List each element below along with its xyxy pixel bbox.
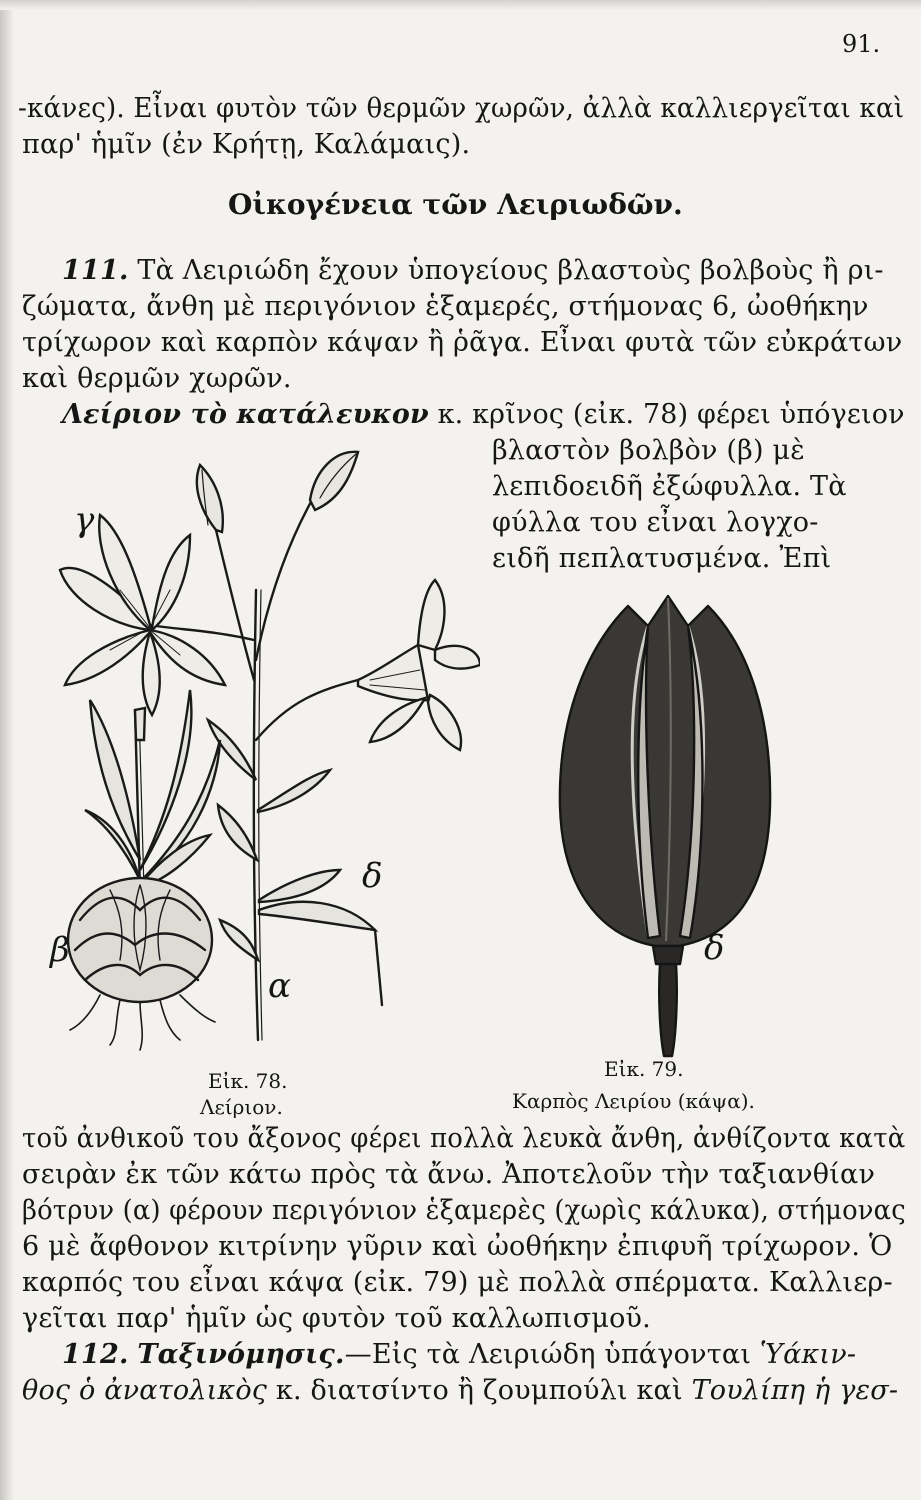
- page-shadow-left: [0, 0, 14, 1500]
- lily-right-line-3: φύλλα του εἶναι λογχο-: [492, 507, 819, 538]
- section-number-112: 112.: [62, 1339, 129, 1370]
- fig78-label-gamma: γ: [74, 500, 95, 540]
- open-flower-gamma: [60, 515, 225, 715]
- text-bottom-line-1: τοῦ ἀνθικοῦ του ἄξονος φέρει πολλὰ λευκὰ ἄνθη, ἀνθίζοντα κατὰ: [22, 1123, 906, 1154]
- para-111-line-3: τρίχωρον καὶ καρπὸν κάψαν ἢ ῥᾶγα. Εἶναι φυτὰ τῶν εὐκράτων: [22, 327, 903, 358]
- page-number: 91.: [842, 30, 881, 58]
- bulb-illustration: [68, 878, 215, 1050]
- fig79-caption-title: Καρπὸς Λειρίου (κάψα).: [512, 1089, 755, 1113]
- lily-right-line-4: ειδῆ πεπλατυσμένα. Ἐπὶ: [492, 543, 832, 574]
- page-shadow-top: [0, 0, 921, 10]
- fig79-label-delta: δ: [704, 928, 725, 968]
- para-111-line-4: καὶ θερμῶν χωρῶν.: [22, 363, 292, 394]
- text-bottom-line-4: 6 μὲ ἄφθονον κιτρίνην γῦριν καὶ ὠοθήκην ἐπιφυῆ τρίχωρον. Ὁ: [22, 1231, 893, 1262]
- text-bottom-line-2: σειρὰν ἐκ τῶν κάτω πρὸς τὰ ἄνω. Ἀποτελοῦν τὴν ταξιανθίαν: [22, 1159, 876, 1190]
- para-112-line-2: [22, 1374, 898, 1408]
- para-111-line-2: ζώματα, ἄνθη μὲ περιγόνιον ἑξαμερές, στήμονας 6, ὠοθήκην: [22, 291, 869, 322]
- para-112-line-2a: θος ὁ ἀνατολικὸς: [22, 1375, 268, 1406]
- text-line-1: -κάνες). Εἶναι φυτὸν τῶν θερμῶν χωρῶν, ἀλλὰ καλλιεργεῖται καὶ: [18, 93, 905, 124]
- section-112-title: Ταξινόμησις.: [137, 1339, 345, 1370]
- lily-intro-line: [62, 398, 905, 432]
- para-112-rest: —Εἰς τὰ Λειριώδη ὑπάγονται: [344, 1339, 752, 1370]
- para-111-line-1: [62, 254, 884, 288]
- section-number-111: 111.: [62, 255, 129, 286]
- figure-78-lily-illustration: [40, 440, 480, 1060]
- section-heading: Οἰκογένεια τῶν Λειριωδῶν.: [228, 188, 683, 221]
- open-flower-right: [358, 580, 480, 750]
- para-112-line-2c: Τουλίπη ἡ γεσ-: [691, 1375, 899, 1406]
- para-112-italic-end: Ὑάκιν-: [759, 1339, 857, 1370]
- lily-right-line-2: λεπιδοειδῆ ἐξώφυλλα. Τὰ: [492, 471, 847, 502]
- para-112-line-1: [62, 1338, 856, 1372]
- fig78-label-alpha: α: [268, 966, 291, 1006]
- fig78-label-delta: δ: [362, 856, 383, 896]
- text-bottom-line-5: καρπός του εἶναι κάψα (εἰκ. 79) μὲ πολλὰ σπέρματα. Καλλιερ-: [22, 1267, 893, 1298]
- para-112-line-2b: κ. διατσίντο ἢ ζουμπούλι καὶ: [275, 1375, 683, 1406]
- lily-intro-rest: κ. κρῖνος (εἰκ. 78) φέρει ὑπόγειον: [437, 399, 905, 430]
- text-line-2: παρ' ἡμῖν (ἐν Κρήτῃ, Καλάμαις).: [22, 129, 471, 160]
- lily-right-line-1: βλαστὸν βολβὸν (β) μὲ: [492, 435, 805, 466]
- fig79-caption-number: Εἰκ. 79.: [604, 1057, 684, 1081]
- lily-species-name: Λείριον τὸ κατάλευκον: [62, 399, 429, 430]
- fig78-caption-title: Λείριον.: [200, 1095, 283, 1119]
- fig78-caption-number: Εἰκ. 78.: [208, 1069, 288, 1093]
- figure-79-capsule-illustration: [548, 586, 788, 1066]
- fig78-label-beta: β: [50, 930, 70, 970]
- para-111-first-text: Τὰ Λειριώδη ἔχουν ὑπογείους βλαστοὺς βολβοὺς ἢ ρι-: [137, 255, 884, 286]
- text-bottom-line-3: βότρυν (α) φέρουν περιγόνιον ἑξαμερὲς (χωρὶς κάλυκα), στήμονας: [22, 1195, 906, 1226]
- text-bottom-line-6: γεῖται παρ' ἡμῖν ὡς φυτὸν τοῦ καλλωπισμοῦ.: [22, 1303, 651, 1334]
